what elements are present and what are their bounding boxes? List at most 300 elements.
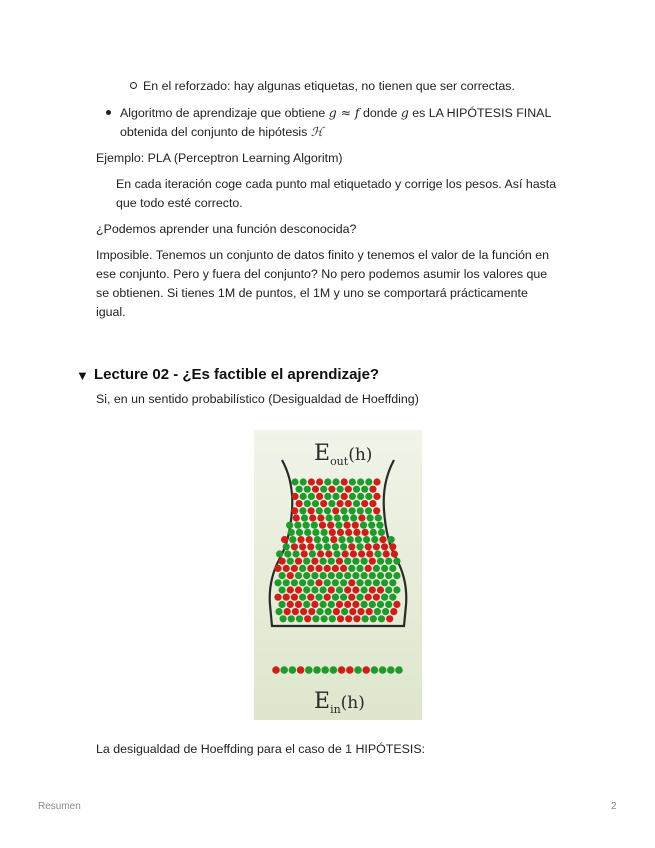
bin-ball (325, 608, 332, 615)
bin-ball (284, 608, 291, 615)
bin-ball (332, 579, 339, 586)
bin-ball (344, 586, 351, 593)
example-label: Ejemplo: PLA (Perceptron Learning Algoritm) (96, 151, 343, 165)
bin-ball (390, 608, 397, 615)
bin-ball (328, 486, 335, 493)
bin-ball (332, 478, 339, 485)
bin-ball (303, 522, 310, 529)
math-g-2: g (400, 105, 409, 120)
bin-ball (337, 500, 344, 507)
sample-ball (379, 666, 387, 674)
bin-ball (296, 615, 303, 622)
answer-line-4: igual. (96, 305, 126, 319)
footer-title: Resumen (38, 801, 81, 812)
bin-ball (328, 500, 335, 507)
bin-ball (307, 543, 314, 550)
bin-ball (357, 608, 364, 615)
bin-ball (329, 615, 336, 622)
bin-ball (329, 529, 336, 536)
sample-ball (313, 666, 321, 674)
bin-ball (315, 543, 322, 550)
bin-ball (352, 522, 359, 529)
bullet-marker (106, 110, 111, 115)
bin-ball (358, 550, 365, 557)
bin-ball (279, 572, 286, 579)
bin-ball (370, 615, 377, 622)
bin-ball (303, 572, 310, 579)
bin-ball (324, 507, 331, 514)
bin-ball (300, 478, 307, 485)
bin-ball (348, 579, 355, 586)
bin-ball (330, 536, 337, 543)
bin-ball (358, 514, 365, 521)
bin-ball (391, 550, 398, 557)
bin-ball (365, 594, 372, 601)
bin-ball (283, 594, 290, 601)
bin-ball (307, 594, 314, 601)
bin-ball (303, 601, 310, 608)
bin-ball (334, 514, 341, 521)
bin-ball (393, 601, 400, 608)
bullet-suffix: es LA HIPÓTESIS FINAL (408, 106, 552, 120)
question: ¿Podemos aprender una función desconocida? (96, 222, 357, 236)
bin-ball (373, 507, 380, 514)
bin-ball (389, 543, 396, 550)
bin-ball (360, 522, 367, 529)
bin-ball (386, 615, 393, 622)
bin-ball (291, 579, 298, 586)
sample-ball (280, 666, 288, 674)
bin-ball (287, 601, 294, 608)
bin-ball (377, 586, 384, 593)
e-in-label: $E_{in}^{(h)}$ (314, 689, 365, 716)
answer-line-3: se obtienen. Si tienes 1M de puntos, el 1M y uno se comportará prácticamente (96, 286, 528, 300)
sample-ball (305, 666, 313, 674)
example-text-line-1: En cada iteración coge cada punto mal etiquetado y corrige los pesos. Así hasta (116, 177, 557, 191)
page-number: 2 (611, 801, 617, 812)
bin-ball (388, 536, 395, 543)
bin-ball (341, 608, 348, 615)
bin-ball (276, 550, 283, 557)
bin-ball (311, 558, 318, 565)
bullet-line-1 (120, 103, 551, 123)
bin-ball (365, 507, 372, 514)
sample-ball (354, 666, 362, 674)
bin-ball (369, 572, 376, 579)
bin-ball (361, 558, 368, 565)
bin-ball (362, 615, 369, 622)
bin-ball (275, 608, 282, 615)
bin-ball (383, 550, 390, 557)
bin-ball (365, 543, 372, 550)
bin-ball (283, 565, 290, 572)
sample-ball (321, 666, 329, 674)
bullet-line-2 (120, 122, 323, 142)
bin-ball (344, 558, 351, 565)
bin-ball (284, 550, 291, 557)
bin-ball (353, 615, 360, 622)
bin-ball (371, 536, 378, 543)
bin-ball (326, 514, 333, 521)
lecture-intro: Si, en un sentido probabilístico (Desigualdad de Hoeffding) (96, 392, 419, 406)
bin-ball (295, 572, 302, 579)
bin-ball (365, 579, 372, 586)
bin-ball (341, 493, 348, 500)
bin-ball (274, 594, 281, 601)
bin-ball (333, 608, 340, 615)
bin-ball (303, 558, 310, 565)
sub-bullet-marker (130, 82, 137, 89)
bin-ball (369, 486, 376, 493)
bin-ball (324, 543, 331, 550)
bin-ball (296, 529, 303, 536)
bin-ball (370, 529, 377, 536)
bin-ball (353, 500, 360, 507)
bin-ball (356, 543, 363, 550)
bin-ball (287, 558, 294, 565)
bin-ball (320, 558, 327, 565)
bin-ball (353, 529, 360, 536)
bin-ball (341, 478, 348, 485)
bin-ball (291, 543, 298, 550)
bin-ball (309, 514, 316, 521)
bin-ball (304, 500, 311, 507)
bin-ball (299, 594, 306, 601)
bin-ball (327, 522, 334, 529)
bin-ball (288, 615, 295, 622)
bin-ball (328, 558, 335, 565)
bin-ball (311, 601, 318, 608)
bin-ball (376, 522, 383, 529)
bin-ball (340, 565, 347, 572)
bin-ball (299, 507, 306, 514)
bin-ball (300, 493, 307, 500)
bin-ball (379, 536, 386, 543)
bin-ball (311, 522, 318, 529)
bin-ball (325, 550, 332, 557)
bin-ball (350, 514, 357, 521)
toggle-triangle-icon[interactable]: ▼ (76, 368, 89, 383)
bin-ball (320, 500, 327, 507)
bin-ball (381, 565, 388, 572)
bin-ball (328, 586, 335, 593)
bin-ball (320, 586, 327, 593)
bin-ball (316, 478, 323, 485)
bin-ball (362, 529, 369, 536)
bin-ball (324, 594, 331, 601)
bin-ball (340, 579, 347, 586)
bin-ball (361, 601, 368, 608)
bin-ball (378, 529, 385, 536)
bin-ball (365, 478, 372, 485)
bin-ball (322, 536, 329, 543)
bin-ball (315, 579, 322, 586)
bin-ball (357, 507, 364, 514)
bin-ball (289, 536, 296, 543)
sub-bullet-text: En el reforzado: hay algunas etiquetas, no tienen que ser correctas. (143, 79, 515, 93)
bin-ball (283, 543, 290, 550)
bin-ball (295, 558, 302, 565)
bin-ball (311, 572, 318, 579)
bin-ball (352, 572, 359, 579)
bin-ball (324, 493, 331, 500)
bin-ball (385, 601, 392, 608)
bin-ball (374, 550, 381, 557)
bin-ball (307, 579, 314, 586)
bin-ball (385, 572, 392, 579)
answer-line-2: ese conjunto. Pero y fuera del conjunto? No pero podemos asumir los valores que (96, 267, 548, 281)
bin-ball (296, 486, 303, 493)
bin-ball (366, 608, 373, 615)
bin-ball (356, 579, 363, 586)
bin-ball (337, 529, 344, 536)
bin-ball (352, 586, 359, 593)
bin-ball (299, 543, 306, 550)
bin-ball (338, 536, 345, 543)
bin-ball (312, 615, 319, 622)
bin-ball (321, 615, 328, 622)
bin-ball (307, 565, 314, 572)
bin-ball (393, 572, 400, 579)
bin-ball (324, 579, 331, 586)
bin-ball (288, 529, 295, 536)
bin-ball (291, 507, 298, 514)
bin-ball (296, 500, 303, 507)
bin-ball (279, 558, 286, 565)
bin-ball (345, 486, 352, 493)
bin-ball (312, 529, 319, 536)
bin-ball (385, 586, 392, 593)
bin-ball (385, 558, 392, 565)
bin-ball (361, 572, 368, 579)
bin-ball (361, 500, 368, 507)
bin-ball (315, 594, 322, 601)
bin-ball (369, 601, 376, 608)
bin-ball (320, 572, 327, 579)
bin-ball (291, 493, 298, 500)
bin-ball (301, 550, 308, 557)
bin-ball (357, 493, 364, 500)
math-approx: ≈ (336, 105, 355, 120)
bin-ball (297, 536, 304, 543)
bin-ball (274, 579, 281, 586)
bin-ball (344, 601, 351, 608)
sample-ball (395, 666, 403, 674)
bin-ball (361, 586, 368, 593)
bin-ball (347, 536, 354, 543)
bin-ball (299, 579, 306, 586)
bin-ball (356, 594, 363, 601)
bin-ball (336, 572, 343, 579)
bin-ball (274, 565, 281, 572)
example-text-line-2: que todo esté correcto. (116, 196, 243, 210)
bin-ball (345, 500, 352, 507)
bin-ball (373, 594, 380, 601)
bin-ball (336, 586, 343, 593)
bin-ball (308, 608, 315, 615)
bin-ball (304, 486, 311, 493)
bin-ball (361, 486, 368, 493)
bin-ball (342, 550, 349, 557)
bin-ball (332, 594, 339, 601)
bullet-prefix: Algoritmo de aprendizaje que obtiene (120, 106, 329, 120)
sample-balls (272, 666, 403, 674)
bin-ball (337, 486, 344, 493)
bin-ball (332, 507, 339, 514)
bin-ball (320, 486, 327, 493)
bin-ball (301, 514, 308, 521)
bin-ball (344, 572, 351, 579)
bin-ball (337, 615, 344, 622)
bin-ball (308, 507, 315, 514)
bin-ball (312, 486, 319, 493)
bin-ball (365, 493, 372, 500)
bin-ball (286, 522, 293, 529)
bin-ball (352, 558, 359, 565)
bin-illustration (254, 430, 422, 720)
bin-ball (355, 536, 362, 543)
bin-ball (295, 586, 302, 593)
sample-ball (387, 666, 395, 674)
bin-ball (299, 565, 306, 572)
sample-ball (289, 666, 297, 674)
bin-ball (281, 536, 288, 543)
bin-ball (382, 608, 389, 615)
bin-ball (352, 601, 359, 608)
bin-ball (381, 579, 388, 586)
bin-ball (293, 514, 300, 521)
bin-ball (377, 572, 384, 579)
bin-ball (291, 594, 298, 601)
bin-ball (374, 608, 381, 615)
bin-ball (373, 478, 380, 485)
bin-ball (280, 615, 287, 622)
bin-ball (366, 550, 373, 557)
bin-ball (349, 507, 356, 514)
bin-ball (316, 608, 323, 615)
bin-ball (348, 594, 355, 601)
bin-ball (340, 507, 347, 514)
lecture-heading: Lecture 02 - ¿Es factible el aprendizaje? (94, 366, 380, 383)
bin-ball (279, 586, 286, 593)
bin-ball (321, 529, 328, 536)
bin-ball (332, 543, 339, 550)
after-figure-text: La desigualdad de Hoeffding para el caso de 1 HIPÓTESIS: (96, 742, 426, 756)
bin-ball (324, 478, 331, 485)
bin-ball (367, 514, 374, 521)
bin-ball (389, 594, 396, 601)
bin-ball (393, 558, 400, 565)
bin-ball (320, 601, 327, 608)
bin-ball (328, 572, 335, 579)
bin-ball (373, 543, 380, 550)
math-f: f (354, 105, 360, 120)
bin-ball (314, 536, 321, 543)
bin-ball (356, 565, 363, 572)
bin-ball (340, 594, 347, 601)
bin-ball (349, 478, 356, 485)
bin-ball (279, 601, 286, 608)
bin-ball (287, 572, 294, 579)
bin-ball (311, 586, 318, 593)
bin-ball (308, 478, 315, 485)
bin-ball (333, 550, 340, 557)
sample-ball (338, 666, 346, 674)
bin-ball (345, 529, 352, 536)
sample-ball (346, 666, 354, 674)
bin-ball (368, 522, 375, 529)
answer-line-1: Imposible. Tenemos un conjunto de datos finito y tenemos el valor de la función en (96, 248, 549, 262)
bin-ball (295, 601, 302, 608)
bin-ball (344, 522, 351, 529)
bin-ball (324, 565, 331, 572)
bin-ball (348, 543, 355, 550)
bin-ball (349, 493, 356, 500)
bin-ball (283, 579, 290, 586)
bin-ball (316, 507, 323, 514)
bin-ball (375, 514, 382, 521)
bin-ball (336, 601, 343, 608)
math-g: g (328, 105, 337, 120)
bin-ball (304, 529, 311, 536)
bin-ball (309, 550, 316, 557)
bin-ball (332, 565, 339, 572)
bin-ball (381, 594, 388, 601)
bin-ball (389, 565, 396, 572)
bin-ball (308, 493, 315, 500)
bin-ball (348, 565, 355, 572)
bin-ball (389, 579, 396, 586)
bullet-line2-prefix: obtenida del conjunto de hipótesis (120, 125, 311, 139)
bin-ball (350, 550, 357, 557)
bin-ball (317, 550, 324, 557)
bin-ball (292, 550, 299, 557)
bin-ball (336, 558, 343, 565)
bin-ball (291, 478, 298, 485)
bin-ball (340, 543, 347, 550)
bin-ball (303, 586, 310, 593)
bin-ball (349, 608, 356, 615)
bin-ball (304, 615, 311, 622)
bin-ball (328, 601, 335, 608)
bin-ball (335, 522, 342, 529)
bin-ball (369, 558, 376, 565)
sample-ball (371, 666, 379, 674)
bin-ball (316, 493, 323, 500)
bin-ball (353, 486, 360, 493)
bin-ball (291, 565, 298, 572)
bin-ball (378, 615, 385, 622)
bin-ball (332, 493, 339, 500)
e-out-label: $E_{out}^{(h)}$ (314, 441, 373, 468)
bullet-mid: donde (359, 106, 401, 120)
bin-ball (369, 500, 376, 507)
bin-ball (319, 522, 326, 529)
bin-ball (377, 558, 384, 565)
bin-ball (363, 536, 370, 543)
bin-ball (365, 565, 372, 572)
bin-ball (393, 586, 400, 593)
bin-ball (292, 608, 299, 615)
bin-ball (373, 579, 380, 586)
bin-ball (373, 493, 380, 500)
bin-ball (312, 500, 319, 507)
bin-ball (381, 543, 388, 550)
bin-ball (357, 478, 364, 485)
bin-ball (377, 601, 384, 608)
math-hypothesis-set: ℋ (310, 124, 324, 139)
bin-ball (315, 565, 322, 572)
